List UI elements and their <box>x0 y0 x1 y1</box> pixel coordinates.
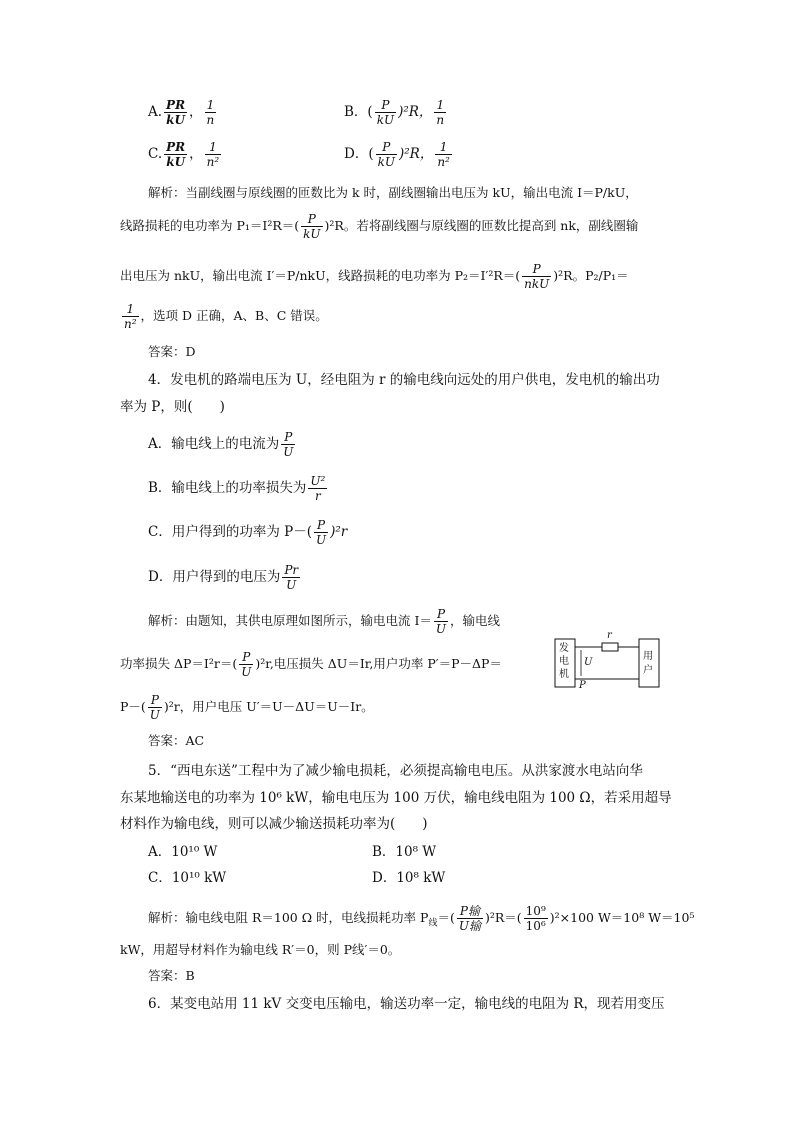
denominator: kU <box>166 113 185 127</box>
generator-label: 发电机 <box>559 643 569 680</box>
numerator: P输 <box>457 904 483 919</box>
option-label: D．( <box>344 146 374 162</box>
text: )²R。P₂/P₁＝ <box>553 268 629 283</box>
option-rest: )²R， <box>398 104 433 120</box>
q5-stem-line1: 5．“西电东送”工程中为了减少输电损耗，必须提高输电电压。从洪家渡水电站向华 <box>148 763 643 779</box>
q5-stem-line3: 材料作为输电线，则可以减少输送损耗功率为( ) <box>120 816 428 832</box>
denominator: U <box>315 533 327 547</box>
text: )²×100 W＝10⁸ W＝10⁵ <box>549 910 695 925</box>
fraction <box>148 693 162 722</box>
separator: ， <box>189 146 203 162</box>
text: D．用户得到的电压为 <box>148 569 281 585</box>
q5-option-d: D．10⁸ kW <box>372 870 446 886</box>
denominator: 10⁶ <box>525 919 546 933</box>
denominator: kU <box>166 155 186 169</box>
text: C．用户得到的功率为 P－( <box>148 524 312 540</box>
q4-answer: 答案：AC <box>148 733 205 748</box>
user-label: 用户 <box>643 651 653 676</box>
q5-stem-line2: 东某地输送电的功率为 10⁶ kW，输电电压为 100 万伏，输电线电阻为 100 Ω，若采用超导 <box>120 790 672 806</box>
numerator: 1 <box>435 140 452 155</box>
text: 解析：输电线电阻 R＝100 Ω 时，电线损耗功率 P <box>148 910 429 925</box>
denominator: kU <box>377 155 395 169</box>
fraction <box>122 302 139 331</box>
denominator: kU <box>303 227 321 241</box>
option-rest: )²R， <box>398 146 434 162</box>
denominator: U <box>283 445 294 459</box>
fraction <box>281 430 295 459</box>
option-label: C. <box>148 146 163 162</box>
fraction <box>522 262 551 291</box>
q3-explanation-line1: 解析：当副线圈与原线圈的匝数比为 k 时，副线圈输出电压为 kU，输出电流 I＝P/kU， <box>148 185 638 200</box>
fraction <box>457 904 483 933</box>
denominator: n <box>436 113 445 127</box>
fraction <box>314 518 328 547</box>
text: )²R。若将副线圈与原线圈的匝数比提高到 nk，副线圈输 <box>324 218 639 233</box>
q4-explanation-line3 <box>120 693 680 722</box>
denominator: r <box>315 489 321 503</box>
q5-option-c: C．10¹⁰ kW <box>148 870 227 886</box>
denominator: n² <box>124 317 137 331</box>
separator: ， <box>189 104 203 120</box>
denominator: U输 <box>458 919 481 933</box>
denominator: U <box>435 622 447 636</box>
text: )²R＝( <box>484 910 522 925</box>
text: )²r,电压损失 ΔU＝Ir,用户功率 P′＝P－ΔP＝ <box>255 656 502 671</box>
numerator: 1 <box>122 302 139 317</box>
q4-option-b <box>148 474 708 503</box>
fraction <box>434 607 448 636</box>
denominator: n <box>206 113 215 127</box>
numerator: P <box>148 693 162 708</box>
numerator: P <box>239 650 253 665</box>
fraction <box>164 140 187 169</box>
numerator: 10⁹ <box>525 904 546 918</box>
q3-explanation-line4 <box>120 302 680 331</box>
resistor-label: r <box>607 630 612 641</box>
denominator: n² <box>437 155 450 169</box>
fraction <box>434 98 446 127</box>
q4-explanation-line2 <box>120 650 550 679</box>
denominator: kU <box>376 113 395 127</box>
fraction <box>205 140 222 169</box>
fraction <box>376 140 397 169</box>
q4-option-c <box>148 518 708 547</box>
text: 线路损耗的电功率为 P₁＝I²R＝( <box>120 218 300 233</box>
text: A．输电线上的电流为 <box>148 436 280 452</box>
numerator: P <box>314 518 328 533</box>
text: 功率损失 ΔP＝I²r＝( <box>120 656 238 671</box>
q6-stem-line1: 6．某变电站用 11 kV 交变电压输电，输送功率一定，输电线的电阻为 R，现若用变压 <box>148 996 665 1012</box>
text: ，输电线 <box>450 613 501 628</box>
numerator: P <box>522 262 551 277</box>
fraction <box>308 474 327 503</box>
q3-answer: 答案：D <box>148 344 196 359</box>
numerator: PR <box>166 98 186 112</box>
fraction <box>524 904 548 933</box>
text: B．输电线上的功率损失为 <box>148 480 307 496</box>
option-label: B．( <box>344 104 373 120</box>
numerator: PR <box>166 140 186 154</box>
option-label: A. <box>148 104 163 120</box>
numerator: P <box>375 98 396 113</box>
q4-stem-line1: 4．发电机的路端电压为 U，经电阻为 r 的输电线向远处的用户供电，发电机的输出功 <box>148 372 660 388</box>
denominator: U <box>286 578 297 592</box>
fraction <box>282 563 300 592</box>
q4-stem-line2: 率为 P，则( ) <box>120 399 225 415</box>
text: ，选项 D 正确，A、B、C 错误。 <box>140 308 328 323</box>
numerator: P <box>376 140 397 155</box>
fraction <box>164 98 187 127</box>
numerator: Pr <box>284 563 299 577</box>
fraction <box>435 140 452 169</box>
numerator: 1 <box>205 98 217 113</box>
q5-explanation-line2: kW，用超导材料作为输电线 R′＝0，则 P线′＝0。 <box>120 942 401 957</box>
q3-explanation-line3 <box>120 262 680 291</box>
subscript: 线 <box>428 918 438 929</box>
numerator: P <box>301 212 322 227</box>
voltage-label: U <box>584 657 593 668</box>
numerator: P <box>281 430 295 445</box>
q3-option-b <box>344 98 448 127</box>
q5-option-b: B．10⁸ W <box>372 844 437 860</box>
text: )²r，用户电压 U′＝U－ΔU＝U－Ir。 <box>163 699 374 714</box>
q3-option-c <box>148 140 223 169</box>
q5-explanation-line1 <box>148 904 708 934</box>
denominator: n² <box>206 155 220 169</box>
q5-option-a: A．10¹⁰ W <box>148 844 218 860</box>
denominator: U <box>149 708 160 722</box>
numerator: 1 <box>434 98 446 113</box>
fraction <box>301 212 322 241</box>
fraction <box>375 98 396 127</box>
q4-option-a <box>148 430 708 459</box>
q3-option-d <box>344 140 454 169</box>
power-label: P <box>579 680 586 691</box>
fraction <box>239 650 253 679</box>
text: 解析：由题知，其供电原理如图所示，输电电流 I＝ <box>148 613 432 628</box>
denominator: U <box>241 665 252 679</box>
q5-answer: 答案：B <box>148 968 195 983</box>
numerator: U² <box>310 474 326 488</box>
q3-option-a <box>148 98 218 127</box>
text: 出电压为 nkU，输出电流 I′＝P/nkU，线路损耗的电功率为 P₂＝I′²R＝( <box>120 268 521 283</box>
fraction <box>205 98 217 127</box>
text: )²r <box>330 524 348 540</box>
numerator: P <box>434 607 448 622</box>
numerator: 1 <box>205 140 222 155</box>
denominator: nkU <box>524 277 550 291</box>
q4-option-d <box>148 563 708 592</box>
text: ＝( <box>437 910 455 925</box>
q3-explanation-line2 <box>120 212 680 241</box>
text: P－( <box>120 699 146 714</box>
q4-explanation-line1 <box>148 607 708 636</box>
circuit-diagram <box>554 630 660 692</box>
